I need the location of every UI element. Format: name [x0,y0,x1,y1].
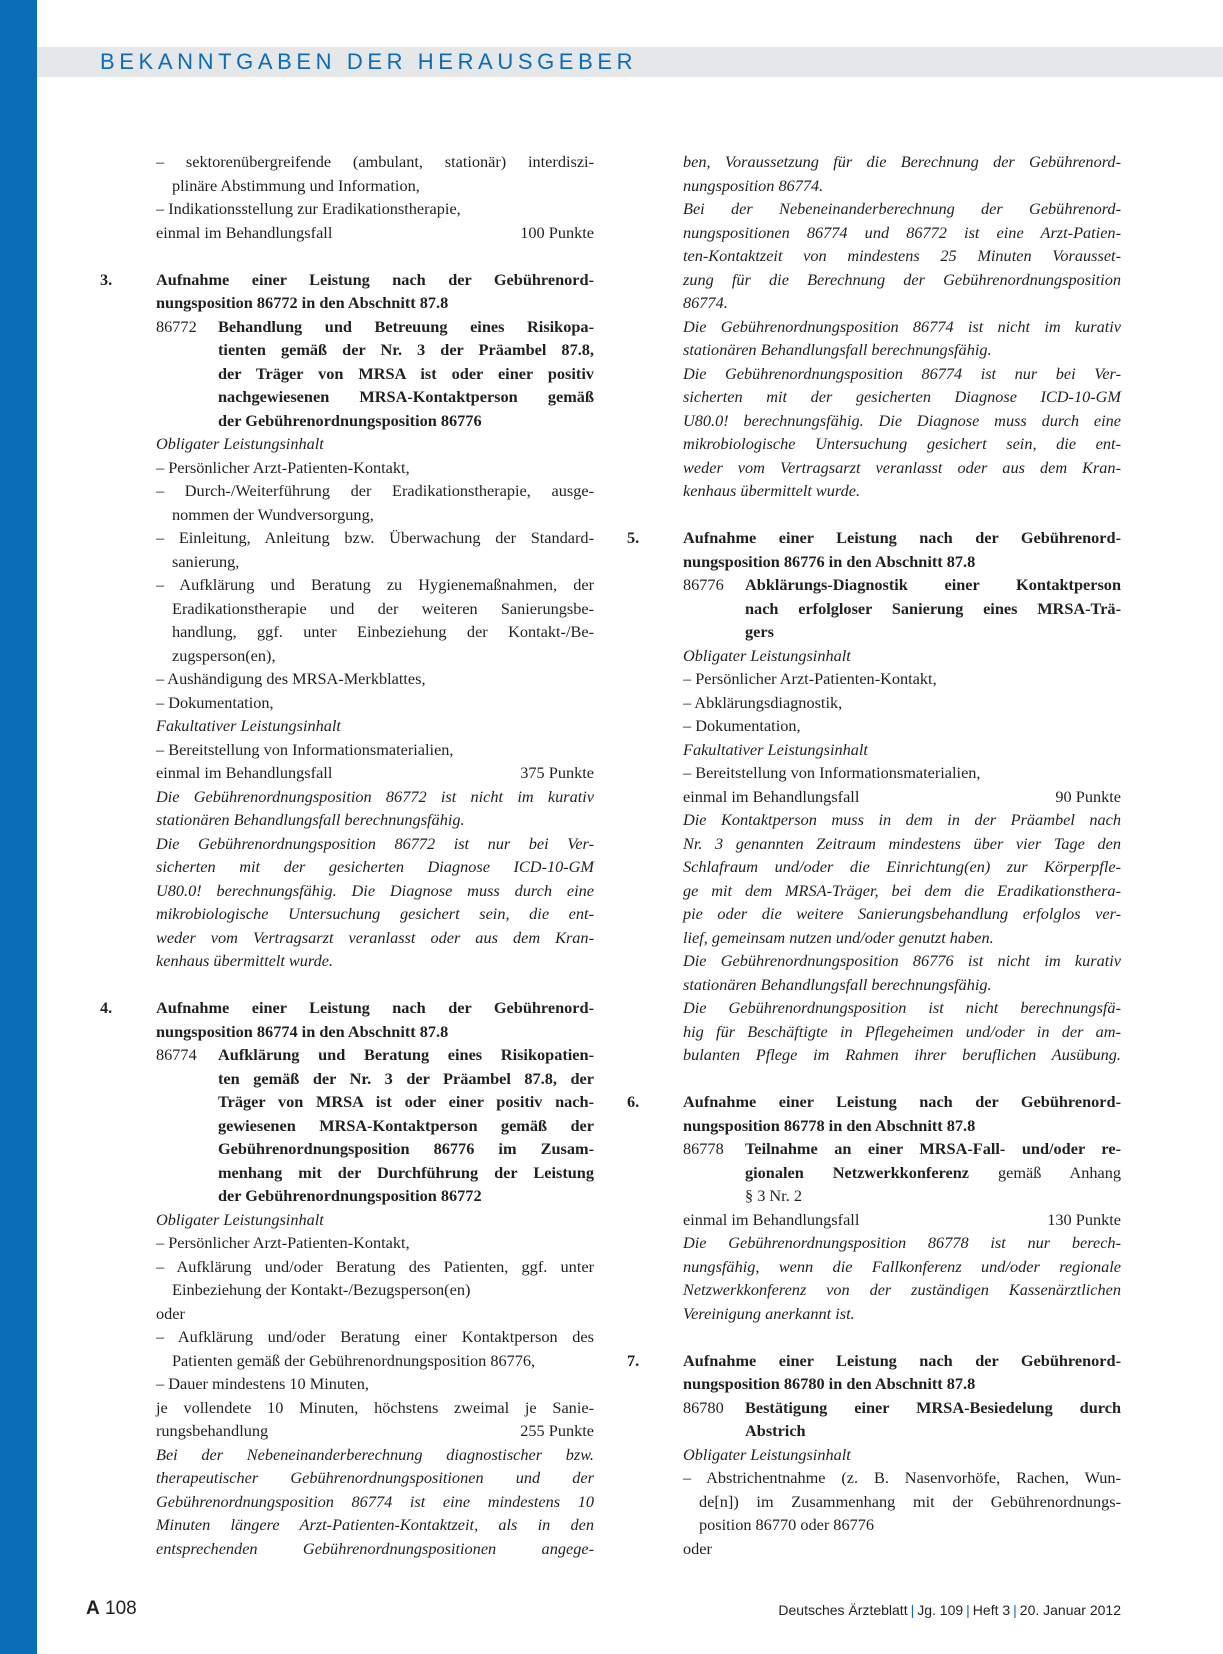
code-title-line: gers [745,622,774,641]
journal-volume: Jg. 109 [917,1602,964,1618]
code-entry-86778 [683,1137,1121,1208]
points-label: einmal im Behandlungsfall [683,1209,860,1229]
code-title-line: Behandlung und Betreuung eines Risikopa- [218,316,594,336]
obligatory-label: Obligater Leistungsinhalt [683,1444,851,1464]
list-item: handlung, ggf. unter Einbeziehung der Kontakt-/Be- [172,622,594,641]
list-item: – Persönlicher Arzt-Patienten-Kontakt, [156,1233,410,1252]
heading-line: Aufnahme einer Leistung nach der Gebührenord- [683,528,1121,547]
points-label: einmal im Behandlungsfall [683,786,860,806]
right-column [627,150,1121,1560]
list-item: position 86770 oder 86776 [699,1515,875,1534]
journal-issue: Heft 3 [972,1602,1011,1618]
code-title-line: nach erfolgloser Sanierung eines MRSA-Trä- [745,598,1121,618]
list-item: – Bereitstellung von Informationsmaterialien, [683,763,981,782]
note-line: mikrobiologische Untersuchung gesichert sein, die ent- [683,434,1121,453]
page-prefix: A [86,1598,100,1619]
points-label: einmal im Behandlungsfall [156,222,333,242]
code-title-line: der Gebührenordnungsposition 86776 [218,410,482,430]
page-number [86,1597,137,1621]
note-line: Bei der Nebeneinanderberechnung der Gebührenord- [683,199,1121,218]
list-item: – Aushändigung des MRSA-Merkblattes, [156,669,426,688]
code-title-line: tienten gemäß der Nr. 3 der Präambel 87.8, [218,340,594,359]
journal-info: Deutsches Ärzteblatt | Jg. 109 | Heft 3 | 20. Januar 2012 [778,1602,1121,1618]
code-title-bold: gionalen Netzwerkkonferenz [745,1162,970,1182]
list-item: – Durch-/Weiterführung der Eradikationstherapie, ausge- [156,481,594,500]
note-line: Bei der Nebeneinanderberechnung diagnostischer bzw. [156,1444,594,1464]
heading-line: Aufnahme einer Leistung nach der Gebührenord- [683,1092,1121,1111]
list-item: oder [683,1538,712,1558]
text-line: – sektorenübergreifende (ambulant, stationär) interdiszi- [156,152,594,171]
note-line: ge mit dem MRSA-Träger, bei dem die Eradikationsthera- [683,880,1121,900]
heading-line: nungsposition 86774 in den Abschnitt 87.8 [156,1021,449,1041]
list-item: sanierung, [172,551,240,571]
note-line: bulanten Pflege im Rahmen ihrer beruflichen Ausübung. [683,1045,1121,1064]
list-item: – Aufklärung und Beratung zu Hygienemaßnahmen, der [156,575,594,594]
code-number: 86774 [156,1045,197,1064]
code-entry-86772 [156,315,594,433]
note-line: U80.0! berechnungsfähig. Die Diagnose muss durch eine [683,410,1121,430]
points-row [156,761,594,785]
code-title-line: der Träger von MRSA ist oder einer positiv [218,363,594,383]
section-number: 3. [100,269,113,289]
points-value: 100 Punkte [520,222,594,242]
section-number: 4. [100,998,113,1017]
heading-line: Aufnahme einer Leistung nach der Gebührenord- [156,998,594,1017]
code-title-line: nachgewiesenen MRSA-Kontaktperson gemäß [218,387,594,406]
section-4-heading [100,996,594,1043]
list-item: – Dauer mindestens 10 Minuten, [156,1374,369,1393]
code-title-line: Gebührenordnungsposition 86776 im Zusam- [218,1139,594,1158]
section-header: BEKANNTGABEN DER HERAUSGEBER [100,49,638,74]
section-6-heading [627,1090,1121,1137]
note-line: nungsfähig, wenn die Fallkonferenz und/oder regionale [683,1256,1121,1276]
list-item: Patienten gemäß der Gebührenordnungsposition 86776, [172,1350,536,1370]
code-number: 86780 [683,1397,724,1417]
sidebar-accent-bar [0,0,37,1654]
note-line: kenhaus übermittelt wurde. [156,951,334,970]
note-line: Nr. 3 genannten Zeitraum mindestens über vier Tage den [683,833,1121,853]
note-line: Die Gebührenordnungsposition 86778 ist nur berech- [683,1233,1121,1252]
code-title-line: gewiesenen MRSA-Kontaktperson gemäß der [218,1115,594,1135]
note-line: Die Gebührenordnungsposition 86776 ist nicht im kurativ [683,951,1121,970]
journal-date: 20. Januar 2012 [1019,1602,1121,1618]
optional-label: Fakultativer Leistungsinhalt [156,716,341,735]
note-line: Die Gebührenordnungsposition 86772 ist nur bei Ver- [156,833,594,853]
points-value: 130 Punkte [1047,1209,1121,1229]
list-item: – Abstrichentnahme (z. B. Nasenvorhöfe, Rachen, Wun- [683,1468,1121,1487]
list-item: – Persönlicher Arzt-Patienten-Kontakt, [683,669,937,688]
note-line: zung für die Berechnung der Gebührenordnungsposition [683,269,1121,289]
note-line: sicherten mit der gesicherten Diagnose ICD-10-GM [683,387,1121,406]
section-number: 6. [627,1092,640,1111]
note-line: pie oder die weitere Sanierungsbehandlung erfolglos ver- [683,904,1121,923]
code-title-line: menhang mit der Durchführung der Leistung [218,1162,594,1182]
code-title-line: Abklärungs-Diagnostik einer Kontaktperson [745,575,1121,594]
list-item: – Persönlicher Arzt-Patienten-Kontakt, [156,457,410,477]
note-line: stationären Behandlungsfall berechnungsfähig. [683,340,992,359]
obligatory-label: Obligater Leistungsinhalt [156,1209,324,1229]
obligatory-label: Obligater Leistungsinhalt [156,434,324,453]
text-line: plinäre Abstimmung und Information, [172,175,420,195]
list-item: – Aufklärung und/oder Beratung einer Kontaktperson des [156,1327,594,1346]
list-item: – Abklärungsdiagnostik, [683,692,843,712]
note-line: Die Gebührenordnungsposition ist nicht berechnungsfä- [683,998,1121,1017]
section-5-heading [627,526,1121,573]
heading-line: nungsposition 86780 in den Abschnitt 87.8 [683,1374,976,1393]
code-title-line: der Gebührenordnungsposition 86772 [218,1186,482,1205]
note-line: entsprechenden Gebührenordnungspositionen angege- [156,1538,594,1558]
points-value: 255 Punkte [520,1421,594,1440]
heading-line: nungsposition 86778 in den Abschnitt 87.8 [683,1115,976,1135]
note-line: stationären Behandlungsfall berechnungsfähig. [683,974,992,994]
note-line: Schlafraum und/oder die Einrichtung(en) zur Körperpfle- [683,857,1121,876]
code-title-line: Abstrich [745,1421,806,1440]
points-row [156,1419,594,1443]
list-item: oder [156,1303,185,1323]
list-item: nommen der Wundversorgung, [172,504,374,524]
note-line: Die Gebührenordnungsposition 86774 ist nur bei Ver- [683,363,1121,383]
note-line: nungsposition 86774. [683,175,824,195]
list-item: – Bereitstellung von Informationsmaterialien, [156,739,454,759]
note-line: therapeutischer Gebührenordnungspositionen und der [156,1468,594,1487]
code-entry-86776 [683,573,1121,644]
list-item: Einbeziehung der Kontakt-/Bezugsperson(en) [172,1280,471,1299]
code-entry-86780 [683,1396,1121,1443]
section-7-heading [627,1349,1121,1396]
heading-line: nungsposition 86776 in den Abschnitt 87.8 [683,551,976,571]
note-line: U80.0! berechnungsfähig. Die Diagnose muss durch eine [156,880,594,900]
list-item: je vollendete 10 Minuten, höchstens zweimal je Sanie- [156,1397,594,1417]
code-number: 86778 [683,1139,724,1158]
note-line: Die Kontaktperson muss in dem in der Präambel nach [683,810,1121,829]
note-line: weder vom Vertragsarzt veranlasst oder aus dem Kran- [156,927,594,947]
code-title-line: Träger von MRSA ist oder einer positiv nach- [218,1092,594,1111]
note-line: Netzwerkkonferenz von der zuständigen Kassenärztlichen [683,1280,1121,1299]
code-title-line: ten gemäß der Nr. 3 der Präambel 87.8, der [218,1068,594,1088]
section-number: 5. [627,528,640,547]
left-column [100,150,594,1560]
note-line: mikrobiologische Untersuchung gesichert sein, die ent- [156,904,594,923]
obligatory-label: Obligater Leistungsinhalt [683,645,851,665]
code-title-plain: gemäß Anhang [969,1162,1121,1182]
heading-line: Aufnahme einer Leistung nach der Gebührenord- [156,269,594,289]
code-title-line: Aufklärung und Beratung eines Risikopatien- [218,1045,594,1064]
optional-label: Fakultativer Leistungsinhalt [683,739,868,759]
note-line: kenhaus übermittelt wurde. [683,481,861,500]
code-title-line: Bestätigung einer MRSA-Besiedelung durch [745,1397,1121,1417]
points-value: 90 Punkte [1055,786,1121,806]
note-line: ten-Kontaktzeit von mindestens 25 Minuten Vorausset- [683,246,1121,265]
note-line: Vereinigung anerkannt ist. [683,1303,855,1323]
note-line: 86774. [683,293,728,312]
text-line: – Indikationsstellung zur Eradikationstherapie, [156,199,461,218]
code-number: 86776 [683,575,724,594]
code-title-line: Teilnahme an einer MRSA-Fall- und/oder re- [745,1139,1121,1158]
heading-line: Aufnahme einer Leistung nach der Gebührenord- [683,1350,1121,1370]
list-item: zugsperson(en), [172,645,276,665]
note-line: hig für Beschäftigte in Pflegeheimen und/oder in der am- [683,1021,1121,1041]
points-row [683,785,1121,809]
note-line: sicherten mit der gesicherten Diagnose ICD-10-GM [156,857,594,876]
note-line: Die Gebührenordnungsposition 86772 ist nicht im kurativ [156,786,594,806]
points-label: einmal im Behandlungsfall [156,763,333,782]
points-row [156,221,594,245]
code-entry-86774 [156,1043,594,1208]
note-line: ben, Voraussetzung für die Berechnung der Gebührenord- [683,152,1121,171]
note-line: weder vom Vertragsarzt veranlasst oder aus dem Kran- [683,457,1121,477]
heading-line: nungsposition 86772 in den Abschnitt 87.8 [156,293,449,312]
code-number: 86772 [156,316,197,336]
journal-name: Deutsches Ärzteblatt [778,1602,908,1618]
section-3-heading [100,268,594,315]
note-line: Minuten längere Arzt-Patienten-Kontaktzeit, als in den [156,1515,594,1534]
list-item: – Dokumentation, [683,716,801,735]
note-line: lief, gemeinsam nutzen und/oder genutzt haben. [683,927,994,947]
points-row [683,1208,1121,1232]
list-item: – Einleitung, Anleitung bzw. Überwachung der Standard- [156,528,594,547]
note-line: Gebührenordnungsposition 86774 ist eine mindestens 10 [156,1491,594,1511]
note-line: Die Gebührenordnungsposition 86774 ist nicht im kurativ [683,316,1121,336]
list-item: – Aufklärung und/oder Beratung des Patienten, ggf. unter [156,1256,594,1276]
list-item: – Dokumentation, [156,692,274,712]
points-value: 375 Punkte [520,763,594,782]
list-item: de[n]) im Zusammenhang mit der Gebührenordnungs- [699,1491,1121,1511]
points-label: rungsbehandlung [156,1421,269,1440]
note-line: stationären Behandlungsfall berechnungsfähig. [156,810,465,829]
section-number: 7. [627,1350,640,1370]
page-num: 108 [105,1598,137,1619]
note-line: nungspositionen 86774 und 86772 ist eine Arzt-Patien- [683,222,1121,242]
code-title-line: § 3 Nr. 2 [745,1186,802,1205]
list-item: Eradikationstherapie und der weiteren Sanierungsbe- [172,598,594,618]
code-title-line [745,1161,1121,1185]
